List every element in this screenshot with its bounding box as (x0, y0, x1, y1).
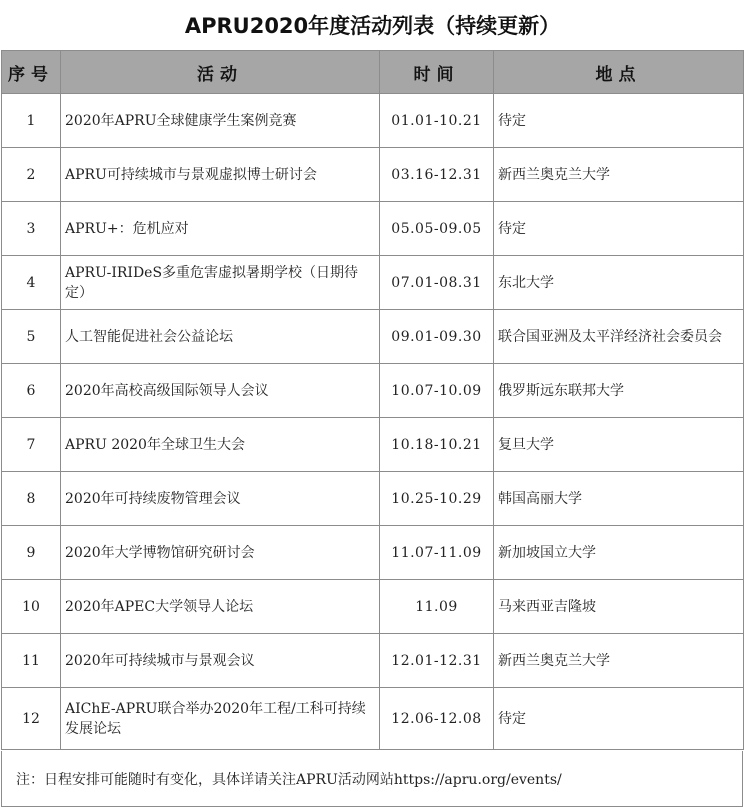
activity-name: 2020年APEC大学领导人论坛 (61, 580, 380, 634)
table-row (2, 256, 744, 310)
activity-time: 05.05-09.05 (380, 202, 494, 256)
activity-name: 2020年大学博物馆研究研讨会 (61, 526, 380, 580)
activity-name: APRU+：危机应对 (61, 202, 380, 256)
activity-name: 2020年可持续废物管理会议 (61, 472, 380, 526)
table-row (2, 202, 744, 256)
row-number: 1 (2, 94, 61, 148)
row-number: 7 (2, 418, 61, 472)
activity-name: APRU 2020年全球卫生大会 (61, 418, 380, 472)
header-no: 序号 (2, 51, 61, 94)
row-number: 8 (2, 472, 61, 526)
activity-time: 07.01-08.31 (380, 256, 494, 310)
activity-name: 2020年可持续城市与景观会议 (61, 634, 380, 688)
activity-place: 联合国亚洲及太平洋经济社会委员会 (494, 310, 744, 364)
activity-time: 09.01-09.30 (380, 310, 494, 364)
activity-place: 马来西亚吉隆坡 (494, 580, 744, 634)
activity-time: 11.09 (380, 580, 494, 634)
row-number: 11 (2, 634, 61, 688)
row-number: 6 (2, 364, 61, 418)
activity-place: 待定 (494, 94, 744, 148)
table-row (2, 148, 744, 202)
table-row (2, 688, 744, 750)
activity-place: 东北大学 (494, 256, 744, 310)
row-number: 5 (2, 310, 61, 364)
activity-place: 复旦大学 (494, 418, 744, 472)
row-number: 12 (2, 688, 61, 750)
table-row (2, 472, 744, 526)
activity-name: APRU可持续城市与景观虚拟博士研讨会 (61, 148, 380, 202)
table-row (2, 580, 744, 634)
table-row (2, 310, 744, 364)
row-number: 10 (2, 580, 61, 634)
table-row (2, 418, 744, 472)
activity-time: 10.25-10.29 (380, 472, 494, 526)
activity-time: 12.06-12.08 (380, 688, 494, 750)
activity-place: 待定 (494, 688, 744, 750)
activity-time: 01.01-10.21 (380, 94, 494, 148)
row-number: 2 (2, 148, 61, 202)
page-title: APRU2020年度活动列表（持续更新） (184, 14, 561, 38)
activity-name: 人工智能促进社会公益论坛 (61, 310, 380, 364)
activity-place: 俄罗斯远东联邦大学 (494, 364, 744, 418)
header-activity: 活动 (61, 51, 380, 94)
activity-place: 待定 (494, 202, 744, 256)
activity-time: 10.18-10.21 (380, 418, 494, 472)
activity-time: 11.07-11.09 (380, 526, 494, 580)
table-row (2, 526, 744, 580)
activity-place: 韩国高丽大学 (494, 472, 744, 526)
activity-place: 新西兰奥克兰大学 (494, 634, 744, 688)
row-number: 4 (2, 256, 61, 310)
table-row (2, 634, 744, 688)
activity-name: APRU-IRIDeS多重危害虚拟暑期学校（日期待定） (61, 256, 380, 310)
table-row (2, 364, 744, 418)
header-place: 地点 (494, 51, 744, 94)
activity-place: 新加坡国立大学 (494, 526, 744, 580)
activity-time: 03.16-12.31 (380, 148, 494, 202)
row-number: 3 (2, 202, 61, 256)
activity-place: 新西兰奥克兰大学 (494, 148, 744, 202)
activity-name: AIChE-APRU联合举办2020年工程/工科可持续发展论坛 (61, 688, 380, 750)
activity-name: 2020年APRU全球健康学生案例竞赛 (61, 94, 380, 148)
activity-name: 2020年高校高级国际领导人会议 (61, 364, 380, 418)
schedule-note: 注：日程安排可能随时有变化，具体详请关注APRU活动网站https://apru.org/events/ (1, 751, 743, 807)
activity-table (1, 50, 744, 750)
activity-time: 12.01-12.31 (380, 634, 494, 688)
row-number: 9 (2, 526, 61, 580)
header-time: 时间 (380, 51, 494, 94)
table-row (2, 94, 744, 148)
table-header-row (2, 51, 744, 94)
activity-time: 10.07-10.09 (380, 364, 494, 418)
